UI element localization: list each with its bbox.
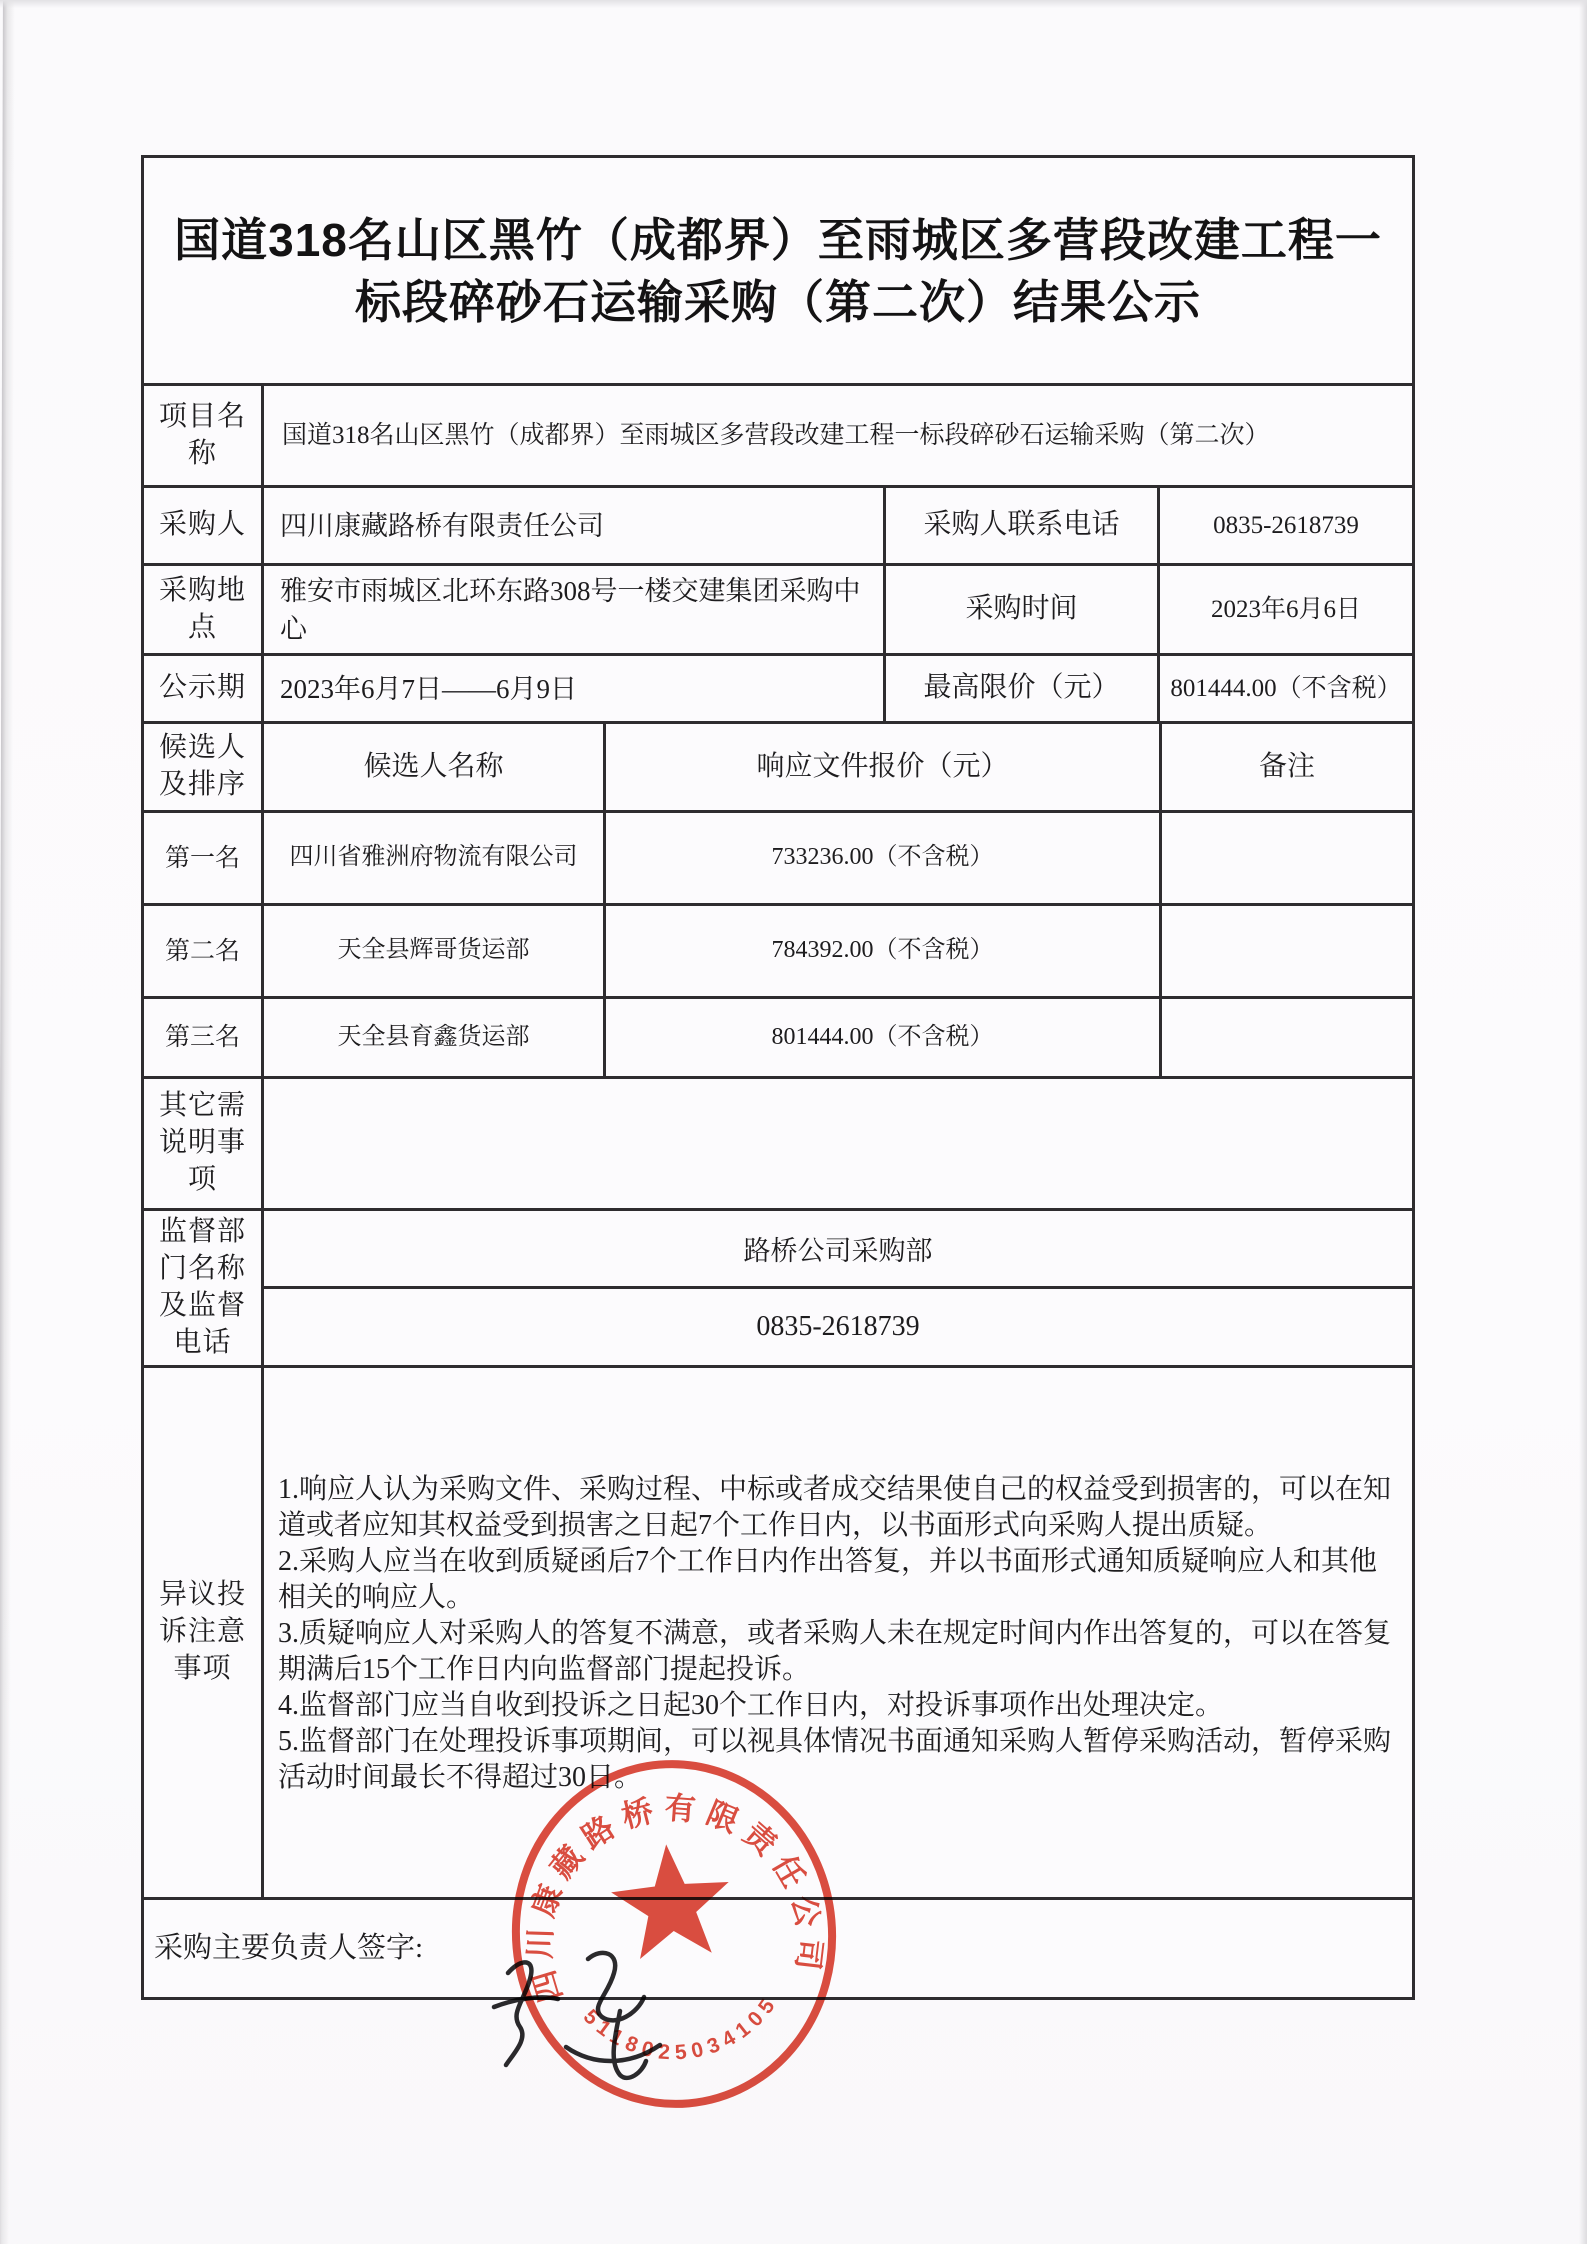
location-value: 雅安市雨城区北环东路308号一楼交建集团采购中心 xyxy=(264,566,886,653)
dispute-item-5: 5.监督部门在处理投诉事项期间，可以视具体情况书面通知采购人暂停采购活动，暂停采购活动时间最长不得超过30日。 xyxy=(278,1726,1392,1793)
purchaser-value: 四川康藏路桥有限责任公司 xyxy=(264,488,886,563)
dispute-item-1: 1.响应人认为采购文件、采购过程、中标或者成交结果使自己的权益受到损害的，可以在知道或者应知其权益受到损害之日起7个工作日内，以书面形式向采购人提出质疑。 xyxy=(278,1474,1392,1541)
purchaser-label: 采购人 xyxy=(144,488,264,563)
candidate-name: 天全县辉哥货运部 xyxy=(264,906,606,996)
paper-top-edge xyxy=(0,0,1587,8)
candidates-header-row xyxy=(144,724,1412,813)
purchaser-phone-label: 采购人联系电话 xyxy=(886,488,1160,563)
candidate-name: 天全县育鑫货运部 xyxy=(264,999,606,1076)
announcement-table xyxy=(141,155,1415,2000)
table-row xyxy=(144,999,1412,1079)
project-name-value: 国道318名山区黑竹（成都界）至雨城区多营段改建工程一标段碎砂石运输采购（第二次） xyxy=(282,422,1270,449)
dispute-item-4: 4.监督部门应当自收到投诉之日起30个工作日内，对投诉事项作出处理决定。 xyxy=(278,1690,1224,1721)
supervision-label: 监督部门名称及监督电话 xyxy=(144,1211,264,1365)
signature-label: 采购主要负责人签字: xyxy=(154,1932,424,1965)
candidate-quote-header: 响应文件报价（元） xyxy=(606,724,1162,810)
candidate-quote: 733236.00（不含税） xyxy=(606,813,1162,903)
seal-number-text: 5118025034105 xyxy=(578,1990,783,2065)
publicity-label: 公示期 xyxy=(144,656,264,721)
publicity-row xyxy=(144,656,1412,724)
max-price-label: 最高限价（元） xyxy=(886,656,1160,721)
supervision-row xyxy=(144,1211,1412,1368)
candidate-rank: 第三名 xyxy=(144,999,264,1076)
location-label: 采购地点 xyxy=(144,566,264,653)
dispute-label: 异议投诉注意事项 xyxy=(144,1368,264,1897)
page-title: 国道318名山区黑竹（成都界）至雨城区多营段改建工程一标段碎砂石运输采购（第二次）结果公示 xyxy=(174,213,1382,328)
dispute-item-3: 3.质疑响应人对采购人的答复不满意，或者采购人未在规定时间内作出答复的，可以在答复期满后15个工作日内向监督部门提起投诉。 xyxy=(278,1618,1392,1685)
candidate-name: 四川省雅洲府物流有限公司 xyxy=(264,813,606,903)
seal-star-icon xyxy=(607,1839,734,1961)
title-row xyxy=(144,158,1412,386)
location-row xyxy=(144,566,1412,656)
candidate-remark xyxy=(1162,906,1412,996)
company-seal-stamp xyxy=(476,1727,872,2141)
table-row xyxy=(144,906,1412,999)
supervision-department: 路桥公司采购部 xyxy=(264,1211,1412,1289)
publicity-value: 2023年6月7日——6月9日 xyxy=(264,656,886,721)
candidate-name-header: 候选人名称 xyxy=(264,724,606,810)
candidate-quote: 784392.00（不含税） xyxy=(606,906,1162,996)
project-name-label: 项目名称 xyxy=(144,386,264,485)
project-name-row xyxy=(144,386,1412,488)
purchase-time-label: 采购时间 xyxy=(886,566,1160,653)
other-notes-row xyxy=(144,1079,1412,1211)
supervision-values xyxy=(264,1211,1412,1365)
candidate-rank: 第一名 xyxy=(144,813,264,903)
other-notes-label: 其它需说明事项 xyxy=(144,1079,264,1208)
purchaser-row xyxy=(144,488,1412,566)
candidate-remark xyxy=(1162,999,1412,1076)
seal-company-text: 四川康藏路桥有限责任公司 xyxy=(522,1790,829,2007)
candidate-rank: 第二名 xyxy=(144,906,264,996)
candidate-quote: 801444.00（不含税） xyxy=(606,999,1162,1076)
svg-text:5118025034105 xyxy=(577,1989,787,2073)
supervision-phone: 0835-2618739 xyxy=(756,1311,920,1342)
purchase-time-value: 2023年6月6日 xyxy=(1210,596,1361,623)
candidate-remark-header: 备注 xyxy=(1258,750,1315,782)
max-price-value: 801444.00（不含税） xyxy=(1170,675,1402,702)
candidates-label: 候选人及排序 xyxy=(144,724,264,810)
other-notes-value xyxy=(264,1079,1412,1208)
candidate-remark xyxy=(1162,813,1412,903)
paper-right-edge xyxy=(1579,0,1587,2244)
table-row xyxy=(144,813,1412,906)
dispute-item-2: 2.采购人应当在收到质疑函后7个工作日内作出答复，并以书面形式通知质疑响应人和其他相关的响应人。 xyxy=(278,1546,1378,1613)
purchaser-phone-value: 0835-2618739 xyxy=(1213,512,1359,539)
